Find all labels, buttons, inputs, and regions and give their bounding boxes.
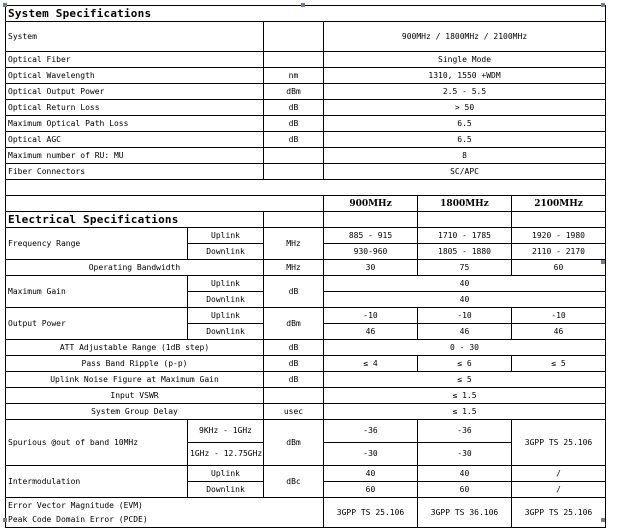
table-row bbox=[6, 52, 606, 68]
electrical-section-title-cell bbox=[6, 212, 264, 228]
value-cell: 1310, 1550 +WDM bbox=[324, 68, 606, 84]
selection-handle bbox=[601, 260, 605, 264]
value-cell: 2110 - 2170 bbox=[512, 244, 606, 260]
selection-handle bbox=[3, 3, 7, 7]
value-cell: 0 - 30 bbox=[324, 340, 606, 356]
value-cell: -36 bbox=[324, 420, 418, 443]
param-label: Maximum Gain bbox=[6, 276, 188, 308]
table-row bbox=[6, 498, 606, 528]
unit-cell bbox=[264, 148, 324, 164]
table-row bbox=[6, 100, 606, 116]
table-row bbox=[6, 68, 606, 84]
unit-cell: nm bbox=[264, 68, 324, 84]
param-label: Fiber Connectors bbox=[6, 164, 264, 180]
value-cell: Single Mode bbox=[324, 52, 606, 68]
table-row bbox=[6, 164, 606, 180]
value-cell: 46 bbox=[324, 324, 418, 340]
selection-handle bbox=[601, 3, 605, 7]
unit-cell: MHz bbox=[264, 228, 324, 260]
param-label: ATT Adjustable Range (1dB step) bbox=[6, 340, 264, 356]
value-cell: 40 bbox=[324, 292, 606, 308]
spec-document bbox=[5, 5, 605, 528]
blank-cell bbox=[264, 212, 324, 228]
band-2100-header: 2100MHz bbox=[512, 196, 606, 212]
table-row bbox=[6, 404, 606, 420]
value-cell: 40 bbox=[418, 466, 512, 482]
value-cell: ≤ 1.5 bbox=[324, 404, 606, 420]
unit-cell: dB bbox=[264, 276, 324, 308]
value-cell: 40 bbox=[324, 276, 606, 292]
value-cell: -10 bbox=[418, 308, 512, 324]
band-1800-header: 1800MHz bbox=[418, 196, 512, 212]
table-row bbox=[6, 84, 606, 100]
system-section-header bbox=[6, 6, 606, 22]
value-cell: -30 bbox=[324, 443, 418, 466]
table-row bbox=[6, 260, 606, 276]
sub-label: Downlink bbox=[188, 292, 264, 308]
table-row bbox=[6, 116, 606, 132]
value-cell: -30 bbox=[418, 443, 512, 466]
param-label: Operating Bandwidth bbox=[6, 260, 264, 276]
blank-cell bbox=[324, 212, 418, 228]
table-row bbox=[6, 356, 606, 372]
unit-cell: dBc bbox=[264, 466, 324, 498]
param-label: Maximum number of RU: MU bbox=[6, 148, 264, 164]
param-label: Uplink Noise Figure at Maximum Gain bbox=[6, 372, 264, 388]
unit-cell: dB bbox=[264, 340, 324, 356]
value-cell: -10 bbox=[324, 308, 418, 324]
electrical-table bbox=[5, 227, 606, 528]
value-cell: 46 bbox=[512, 324, 606, 340]
param-label: Input VSWR bbox=[6, 388, 264, 404]
value-cell: 1710 - 1785 bbox=[418, 228, 512, 244]
param-label: Frequency Range bbox=[6, 228, 188, 260]
param-label bbox=[6, 498, 324, 528]
table-row bbox=[6, 372, 606, 388]
value-cell: 60 bbox=[512, 260, 606, 276]
value-cell: 1805 - 1880 bbox=[418, 244, 512, 260]
table-row bbox=[6, 228, 606, 244]
value-cell: 3GPP TS 25.106 bbox=[512, 498, 606, 528]
value-cell: / bbox=[512, 482, 606, 498]
table-row bbox=[6, 132, 606, 148]
spacer-cell bbox=[6, 180, 606, 196]
unit-cell bbox=[264, 164, 324, 180]
system-section-title-cell bbox=[6, 6, 606, 22]
value-cell: 900MHz / 1800MHz / 2100MHz bbox=[324, 22, 606, 52]
specification-table bbox=[5, 5, 606, 228]
sub-label: Uplink bbox=[188, 466, 264, 482]
sub-label: 1GHz - 12.75GHz bbox=[188, 443, 264, 466]
param-label: Pass Band Ripple (p-p) bbox=[6, 356, 264, 372]
electrical-section-title: Electrical Specifications bbox=[8, 212, 179, 226]
sub-label: 9KHz - 1GHz bbox=[188, 420, 264, 443]
table-row bbox=[6, 340, 606, 356]
param-label: Optical Fiber bbox=[6, 52, 264, 68]
sub-label: Uplink bbox=[188, 276, 264, 292]
value-cell: -10 bbox=[512, 308, 606, 324]
sub-label: Uplink bbox=[188, 228, 264, 244]
table-row bbox=[6, 420, 606, 443]
value-cell: 6.5 bbox=[324, 132, 606, 148]
electrical-section-header bbox=[6, 212, 606, 228]
band-header-blank bbox=[6, 196, 324, 212]
value-cell: ≤ 6 bbox=[418, 356, 512, 372]
value-cell: 3GPP TS 36.106 bbox=[418, 498, 512, 528]
value-cell: 40 bbox=[324, 466, 418, 482]
value-cell: 30 bbox=[324, 260, 418, 276]
pcde-label: Peak Code Domain Error (PCDE) bbox=[8, 514, 148, 524]
selection-handle bbox=[301, 3, 305, 7]
blank-cell bbox=[418, 212, 512, 228]
unit-cell: MHz bbox=[264, 260, 324, 276]
unit-cell: dB bbox=[264, 116, 324, 132]
selection-handle bbox=[601, 518, 605, 522]
param-label: Intermodulation bbox=[6, 466, 188, 498]
table-row bbox=[6, 276, 606, 292]
value-cell: 3GPP TS 25.106 bbox=[512, 420, 606, 466]
unit-cell: dBm bbox=[264, 420, 324, 466]
param-label: Optical Wavelength bbox=[6, 68, 264, 84]
value-cell: ≤ 4 bbox=[324, 356, 418, 372]
table-row bbox=[6, 308, 606, 324]
value-cell: > 50 bbox=[324, 100, 606, 116]
unit-cell bbox=[264, 388, 324, 404]
value-cell: 8 bbox=[324, 148, 606, 164]
evm-label: Error Vector Magnitude (EVM) bbox=[8, 500, 143, 510]
value-cell: 3GPP TS 25.106 bbox=[324, 498, 418, 528]
unit-cell bbox=[264, 22, 324, 52]
spacer-row bbox=[6, 180, 606, 196]
param-label: Maximum Optical Path Loss bbox=[6, 116, 264, 132]
value-cell: 60 bbox=[324, 482, 418, 498]
value-cell: 75 bbox=[418, 260, 512, 276]
value-cell: 46 bbox=[418, 324, 512, 340]
system-section-title: System Specifications bbox=[8, 6, 152, 20]
sub-label: Downlink bbox=[188, 324, 264, 340]
unit-cell bbox=[264, 52, 324, 68]
unit-cell: dB bbox=[264, 356, 324, 372]
band-header-row bbox=[6, 196, 606, 212]
unit-cell: usec bbox=[264, 404, 324, 420]
blank-cell bbox=[512, 212, 606, 228]
param-label: Output Power bbox=[6, 308, 188, 340]
selection-handle bbox=[3, 518, 7, 522]
unit-cell: dBm bbox=[264, 84, 324, 100]
param-label: Optical AGC bbox=[6, 132, 264, 148]
band-900-header: 900MHz bbox=[324, 196, 418, 212]
value-cell: 1920 - 1980 bbox=[512, 228, 606, 244]
unit-cell: dB bbox=[264, 132, 324, 148]
table-row bbox=[6, 466, 606, 482]
unit-cell: dBm bbox=[264, 308, 324, 340]
unit-cell: dB bbox=[264, 372, 324, 388]
sub-label: Downlink bbox=[188, 244, 264, 260]
sub-label: Downlink bbox=[188, 482, 264, 498]
param-label: Optical Return Loss bbox=[6, 100, 264, 116]
table-row bbox=[6, 388, 606, 404]
value-cell: ≤ 1.5 bbox=[324, 388, 606, 404]
value-cell: / bbox=[512, 466, 606, 482]
value-cell: ≤ 5 bbox=[324, 372, 606, 388]
value-cell: 885 - 915 bbox=[324, 228, 418, 244]
value-cell: ≤ 5 bbox=[512, 356, 606, 372]
param-label: Optical Output Power bbox=[6, 84, 264, 100]
param-label: Spurious @out of band 10MHz bbox=[6, 420, 188, 466]
value-cell: 930-960 bbox=[324, 244, 418, 260]
table-row bbox=[6, 148, 606, 164]
value-cell: 6.5 bbox=[324, 116, 606, 132]
value-cell: -36 bbox=[418, 420, 512, 443]
sub-label: Uplink bbox=[188, 308, 264, 324]
value-cell: SC/APC bbox=[324, 164, 606, 180]
value-cell: 2.5 - 5.5 bbox=[324, 84, 606, 100]
value-cell: 60 bbox=[418, 482, 512, 498]
table-row bbox=[6, 22, 606, 52]
unit-cell: dB bbox=[264, 100, 324, 116]
param-label: System bbox=[6, 22, 264, 52]
param-label: System Group Delay bbox=[6, 404, 264, 420]
